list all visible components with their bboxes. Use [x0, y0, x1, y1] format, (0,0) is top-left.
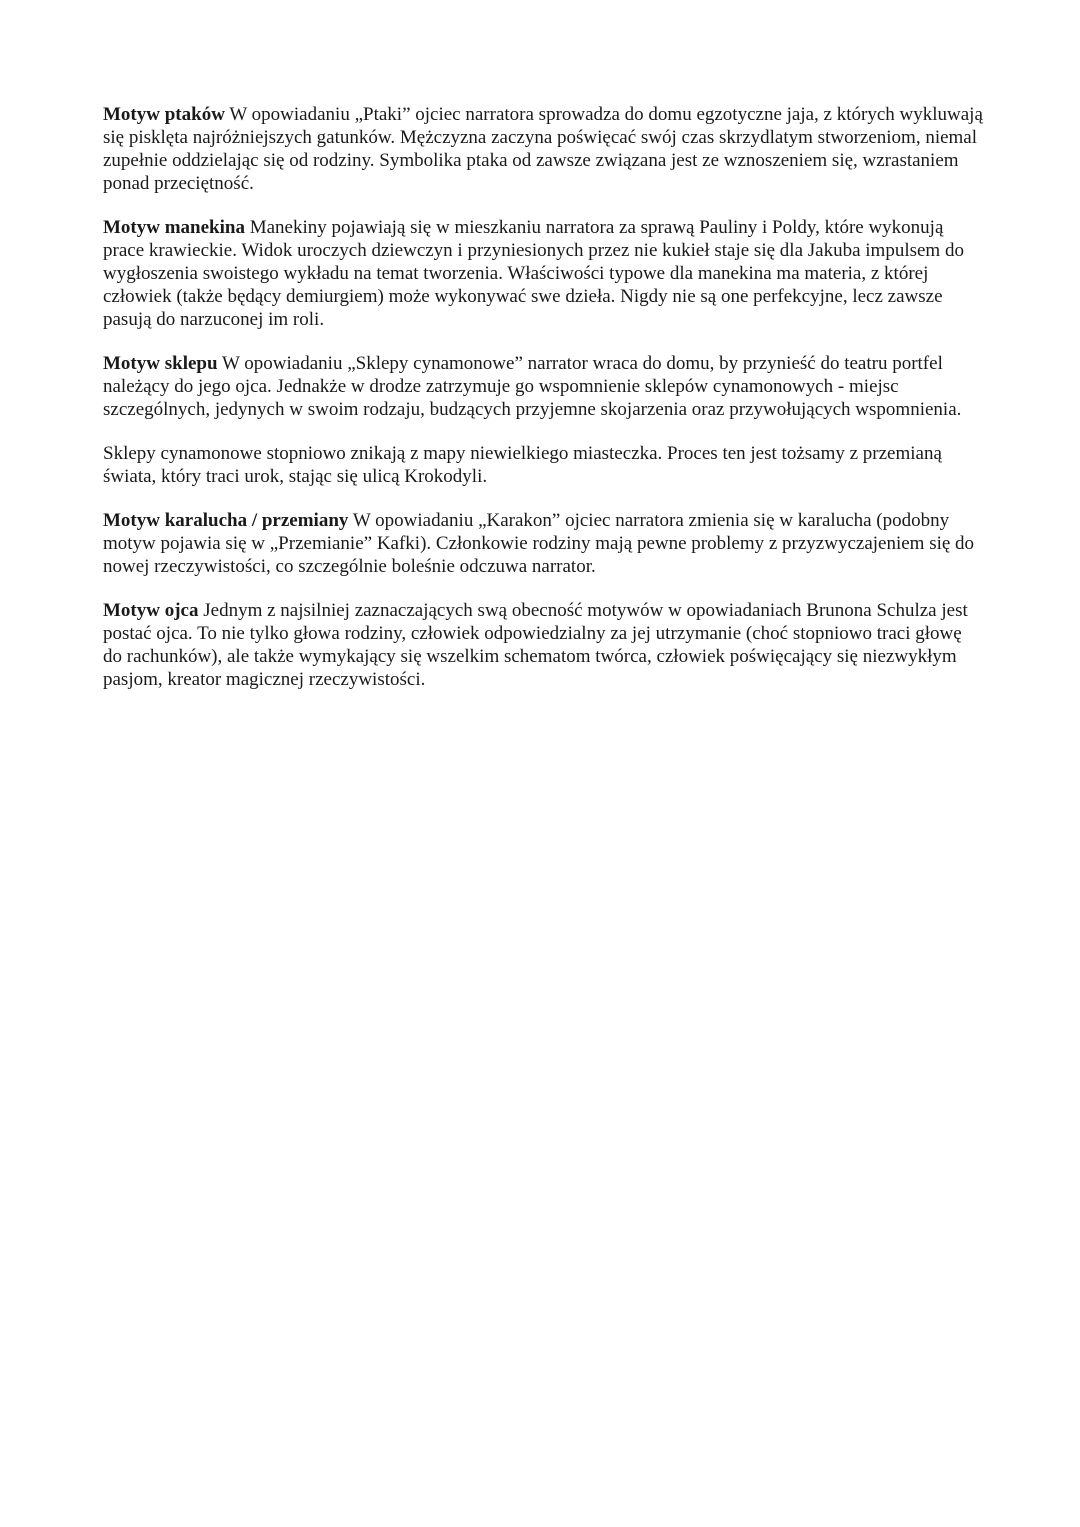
paragraph-birds-motif	[103, 103, 983, 195]
paragraph-text: Manekiny pojawiają się w mieszkaniu narratora za sprawą Pauliny i Poldy, które wykonują prace krawieckie. Widok uroczych dziewczyn i przyniesionych przez nie kukieł staje się dla Jakuba impulsem do wygłoszenia swoistego wykładu na temat tworzenia. Właściwości typowe dla manekina ma materia, z której człowiek (także będący demiurgiem) może wykonywać swe dzieła. Nigdy nie są one perfekcyjne, lecz zawsze pasują do narzuconej im roli.	[103, 217, 964, 330]
paragraph-heading: Motyw karalucha / przemiany	[103, 510, 349, 531]
paragraph-shop-motif	[103, 352, 983, 421]
paragraph-heading: Motyw ptaków	[103, 104, 225, 125]
paragraph-shop-continuation	[103, 442, 983, 488]
paragraph-text: Jednym z najsilniej zaznaczających swą obecność motywów w opowiadaniach Brunona Schulza jest postać ojca. To nie tylko głowa rodziny, człowiek odpowiedzialny za jej utrzymanie (choć stopniowo traci głowę do rachunków), ale także wymykający się wszelkim schematom twórca, człowiek poświęcający się niezwykłym pasjom, kreator magicznej rzeczywistości.	[103, 600, 968, 690]
paragraph-mannequin-motif	[103, 216, 983, 331]
paragraph-heading: Motyw sklepu	[103, 353, 218, 374]
paragraph-text: W opowiadaniu „Karakon” ojciec narratora zmienia się w karalucha (podobny motyw pojawia się w „Przemianie” Kafki). Członkowie rodziny mają pewne problemy z przyzwyczajeniem się do nowej rzeczywistości, co szczególnie boleśnie odczuwa narrator.	[103, 510, 975, 577]
paragraph-text: W opowiadaniu „Sklepy cynamonowe” narrator wraca do domu, by przynieść do teatru portfel należący do jego ojca. Jednakże w drodze zatrzymuje go wspomnienie sklepów cynamonowych - miejsc szczególnych, jedynych w swoim rodzaju, budzących przyjemne skojarzenia oraz przywołujących wspomnienia.	[103, 353, 962, 420]
paragraph-text: W opowiadaniu „Ptaki” ojciec narratora sprowadza do domu egzotyczne jaja, z których wykluwają się pisklęta najróżniejszych gatunków. Mężczyzna zaczyna poświęcać swój czas skrzydlatym stworzeniom, niemal zupełnie oddzielając się od rodziny. Symbolika ptaka od zawsze związana jest ze wznoszeniem się, wzrastaniem ponad przeciętność.	[103, 104, 983, 194]
paragraph-text: Sklepy cynamonowe stopniowo znikają z mapy niewielkiego miasteczka. Proces ten jest tożsamy z przemianą świata, który traci urok, stając się ulicą Krokodyli.	[103, 443, 942, 487]
paragraph-heading: Motyw ojca	[103, 600, 199, 621]
paragraph-father-motif	[103, 599, 983, 691]
paragraph-cockroach-motif	[103, 509, 983, 578]
document-body	[103, 103, 983, 712]
paragraph-heading: Motyw manekina	[103, 217, 245, 238]
